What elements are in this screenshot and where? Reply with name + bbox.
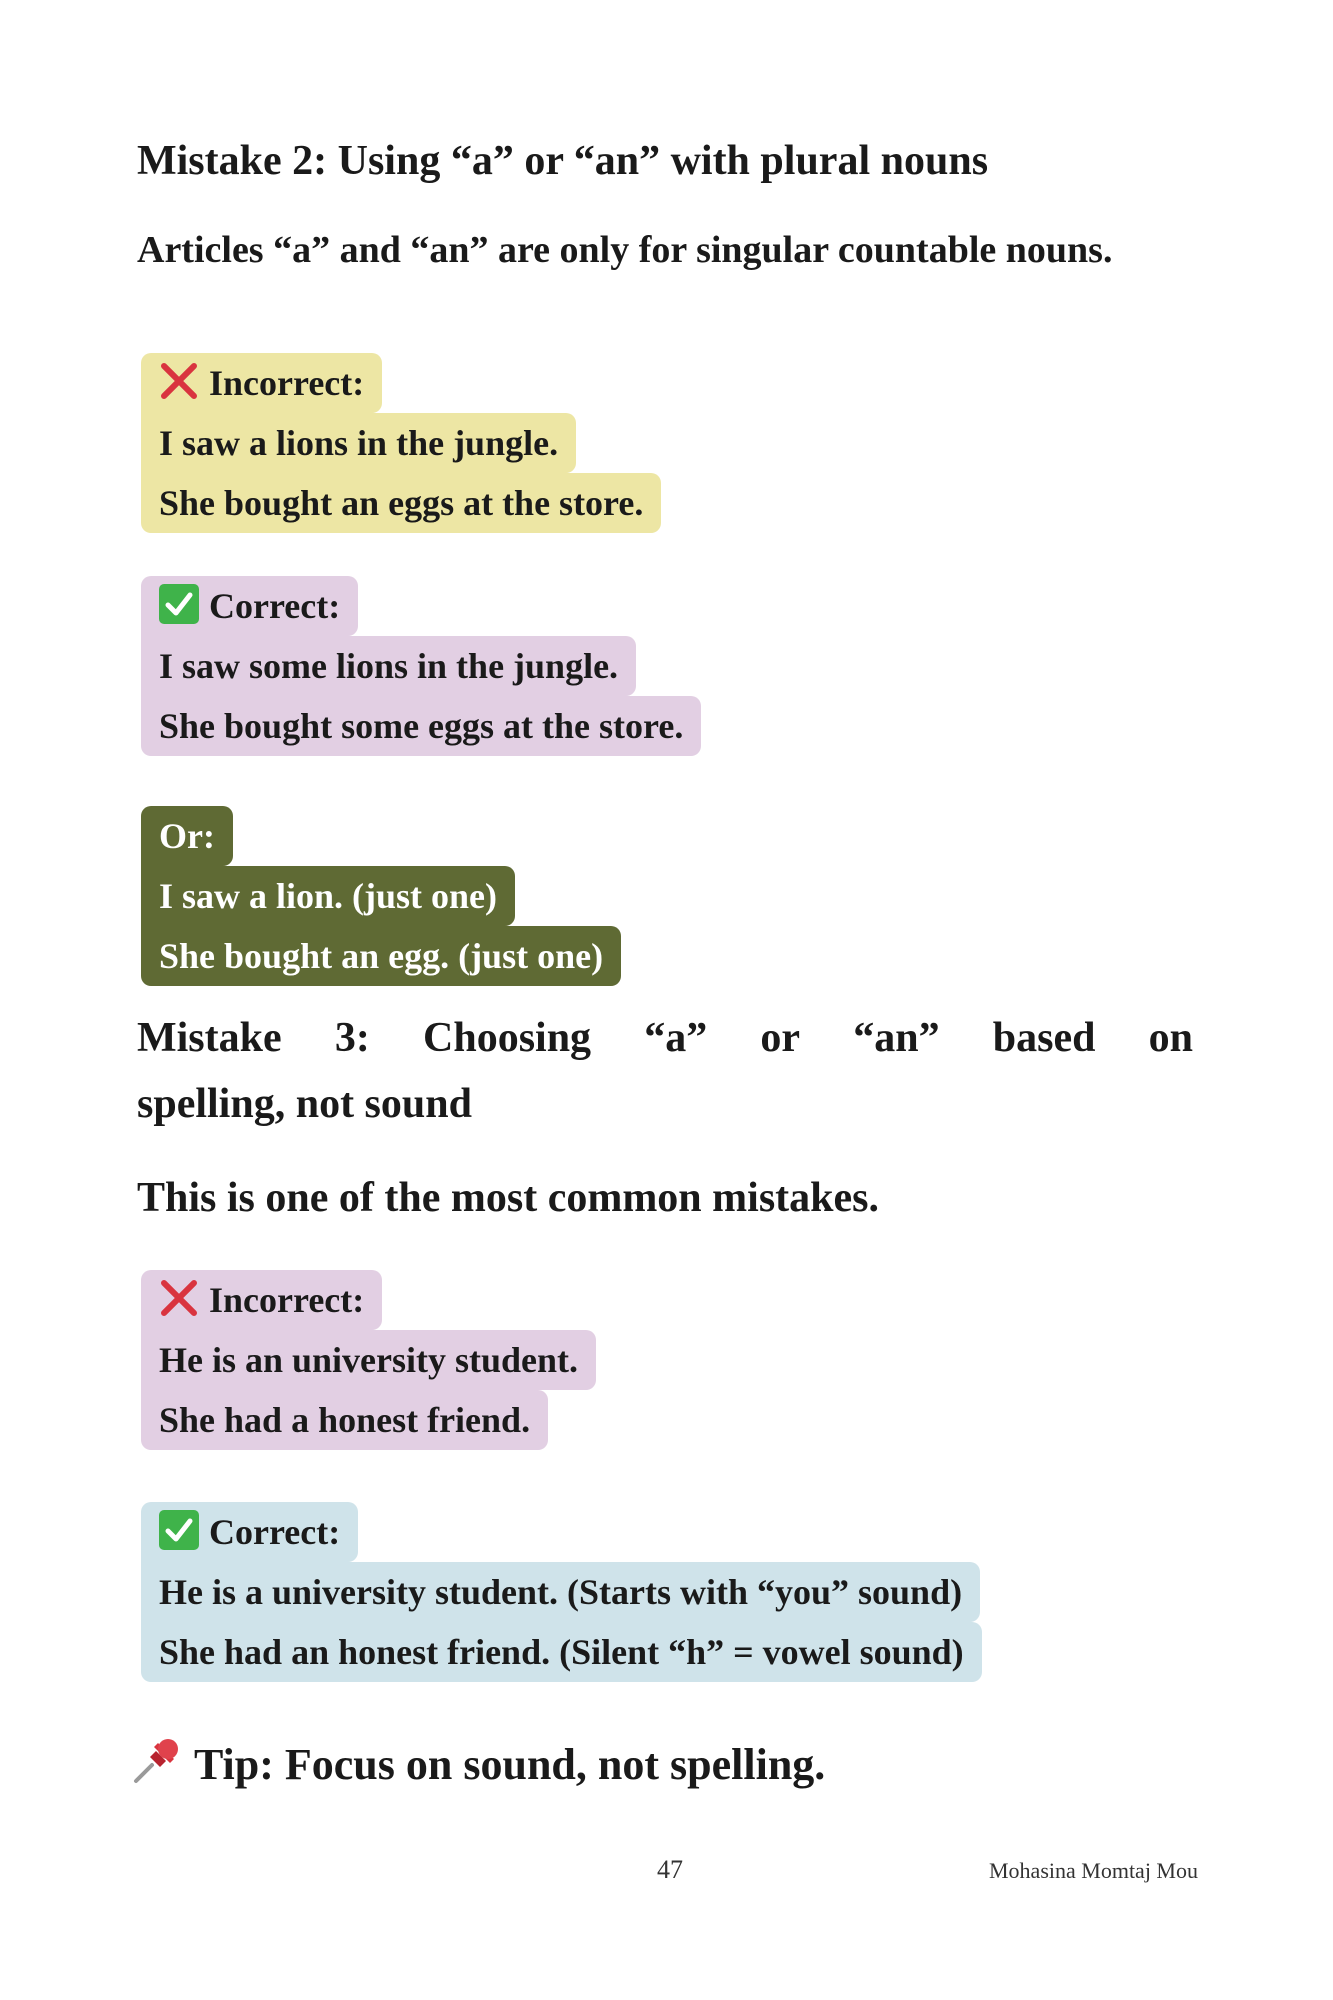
example-line: She had a honest friend. [141,1390,548,1450]
correct-label: Correct: [209,586,341,626]
mistake-2-description: Articles “a” and “an” are only for singular countable nouns. [137,229,1113,271]
example-line: She had an honest friend. (Silent “h” = vowel sound) [141,1622,982,1682]
heading-word: “an” [853,1015,940,1061]
green-check-icon [159,584,199,624]
heading-word: “a” [644,1015,708,1061]
tip-line [130,1730,825,1808]
heading-word: 3: [334,1015,370,1061]
red-x-icon [159,1276,199,1316]
example-line: I saw a lion. (just one) [141,866,515,926]
heading-word: based [992,1015,1096,1061]
or-label: Or: [141,806,233,866]
mistake-3-heading-line-2: spelling, not sound [137,1081,472,1127]
page-number: 47 [657,1855,683,1884]
example-line: I saw some lions in the jungle. [141,636,636,696]
incorrect-label: Incorrect: [209,1280,365,1320]
example-line: He is an university student. [141,1330,596,1390]
incorrect-label-line [141,353,382,413]
correct-label: Correct: [209,1512,341,1552]
incorrect-label: Incorrect: [209,363,365,403]
mistake-3-correct-box [141,1502,982,1682]
mistake-3-heading-line-1 [137,1005,1193,1071]
heading-word: Choosing [423,1015,592,1061]
correct-label-line [141,576,358,636]
green-check-icon [159,1510,199,1550]
mistake-2-or-box [141,806,621,986]
mistake-3-description: This is one of the most common mistakes. [137,1175,879,1221]
mistake-3-heading [137,1005,1193,1137]
heading-word: or [760,1015,801,1061]
incorrect-label-line [141,1270,382,1330]
mistake-2-correct-box [141,576,701,756]
mistake-2-heading: Mistake 2: Using “a” or “an” with plural nouns [137,138,989,184]
example-line: I saw a lions in the jungle. [141,413,576,473]
tip-text: Tip: Focus on sound, not spelling. [194,1740,826,1789]
heading-word: on [1148,1015,1193,1061]
author-name: Mohasina Momtaj Mou [989,1858,1198,1883]
pushpin-icon [130,1735,182,1808]
example-line: He is a university student. (Starts with “you” sound) [141,1562,980,1622]
example-line: She bought an eggs at the store. [141,473,661,533]
example-line: She bought an egg. (just one) [141,926,621,986]
red-x-icon [159,359,199,399]
heading-word: Mistake [137,1015,282,1061]
correct-label-line [141,1502,358,1562]
mistake-3-incorrect-box [141,1270,596,1450]
example-line: She bought some eggs at the store. [141,696,701,756]
mistake-2-incorrect-box [141,353,661,533]
